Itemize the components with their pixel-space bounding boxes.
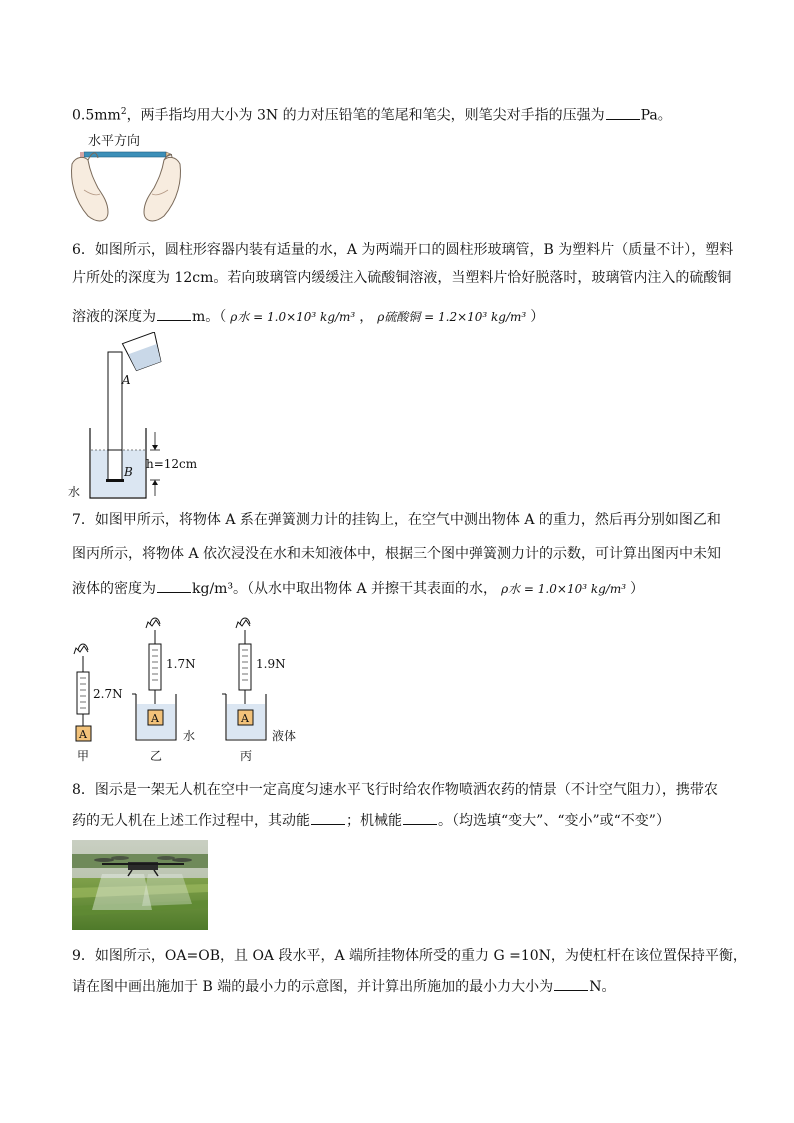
- q7-line-1: 7．如图甲所示，将物体 A 系在弹簧测力计的挂钩上，在空气中测出物体 A 的重力，然后再分别如图乙和: [72, 512, 721, 528]
- q6-line-1: 6．如图所示，圆柱形容器内装有适量的水，A 为两端开口的圆柱形玻璃管，B 为塑料片（质量不计），塑料: [72, 242, 734, 258]
- q7-line-2: 图丙所示，将物体 A 依次浸没在水和未知液体中，根据三个图中弹簧测力计的示数，可计算出图丙中未知: [72, 546, 722, 562]
- q5-answer-blank[interactable]: [606, 105, 640, 120]
- q6-close-paren: ）: [530, 309, 545, 325]
- q6-rho-solution: ρ硫酸铜 = 1.2×10³ kg/m³: [377, 310, 527, 324]
- q7-block-bing: A: [241, 712, 249, 725]
- q6-line-3: [72, 306, 544, 327]
- q7-unit: kg/m³。（从水中取出物体 A 并擦干其表面的水，: [192, 581, 498, 597]
- q8-mechanical-energy-blank[interactable]: [403, 810, 437, 825]
- q6-depth-label: h=12cm: [146, 457, 198, 471]
- q8-kinetic-energy-blank[interactable]: [311, 810, 345, 825]
- q9-line-2-text: 请在图中画出施加于 B 端的最小力的示意图，并计算出所施加的最小力大小为: [72, 979, 554, 995]
- q7-reading-bing: 1.9N: [256, 657, 286, 671]
- q6-answer-blank[interactable]: [157, 306, 191, 321]
- q7-label-bing: 丙: [240, 749, 253, 763]
- q7-label-yi: 乙: [150, 749, 163, 763]
- q7-close-paren: ）: [630, 581, 645, 597]
- q7-rho-water: ρ水 = 1.0×10³ kg/m³: [501, 582, 627, 596]
- q6-separator: ，: [359, 309, 374, 325]
- q7-reading-yi: 1.7N: [166, 657, 196, 671]
- q7-block-jia: A: [79, 728, 87, 741]
- q5-area-exponent: 2: [120, 107, 127, 117]
- q7-water-label: 水: [183, 729, 196, 743]
- q7-scale-jia: [74, 644, 123, 763]
- q8-line-1: 8．图示是一架无人机在空中一定高度匀速水平飞行时给农作物喷洒农药的情景（不计空气阻力），携带农: [72, 782, 718, 798]
- q5-area-value: 0.5mm: [72, 107, 121, 124]
- q6-label-a: A: [122, 373, 131, 387]
- q8-drone-photo: [72, 840, 208, 930]
- q9-line-1: 9．如图所示，OA=OB，且 OA 段水平，A 端所挂物体所受的重力 G =10N，为使杠杆在该位置保持平衡，: [72, 948, 747, 964]
- q6-unit: m。（: [192, 309, 227, 325]
- q7-reading-jia: 2.7N: [93, 687, 123, 701]
- q8-line-2: [72, 810, 670, 831]
- q5-horizontal-label: 水平方向: [88, 134, 141, 149]
- q7-answer-blank[interactable]: [157, 578, 191, 593]
- q8-line-2-mid: ；机械能: [346, 813, 402, 829]
- q9-unit: N。: [589, 979, 616, 995]
- q6-line-2: 片所处的深度为 12cm。若向玻璃管内缓缓注入硫酸铜溶液，当塑料片恰好脱落时，玻璃管内注入的硫酸铜: [72, 270, 732, 286]
- q5-text: ，两手指均用大小为 3N 的力对压铅笔的笔尾和笔尖，则笔尖对手指的压强为: [126, 107, 605, 124]
- q6-water-label: 水: [68, 485, 81, 499]
- q9-answer-blank[interactable]: [554, 976, 588, 991]
- q8-line-2-text: 药的无人机在上述工作过程中，其动能: [72, 813, 310, 829]
- q5-unit: Pa。: [640, 107, 672, 124]
- q6-line-3-text: 溶液的深度为: [72, 309, 156, 325]
- q8-line-2-end: 。（均选填“变大”、“变小”或“不变”）: [438, 813, 670, 829]
- q7-spring-scale-figure: [66, 612, 316, 770]
- q7-scale-bing: [222, 618, 296, 763]
- q5-text-line: [72, 102, 672, 126]
- q7-line-3-text: 液体的密度为: [72, 581, 156, 597]
- q7-liquid-label: 液体: [272, 729, 297, 743]
- q6-rho-water: ρ水 = 1.0×10³ kg/m³: [230, 310, 356, 324]
- q7-label-jia: 甲: [77, 749, 90, 763]
- q7-scale-yi: [132, 618, 196, 763]
- q5-pencil-figure: [68, 130, 188, 226]
- q7-line-3: [72, 578, 644, 599]
- q7-block-yi: A: [151, 712, 159, 725]
- q9-line-2: [72, 976, 615, 997]
- q6-container-figure: [66, 332, 206, 502]
- q6-label-b: B: [124, 465, 133, 479]
